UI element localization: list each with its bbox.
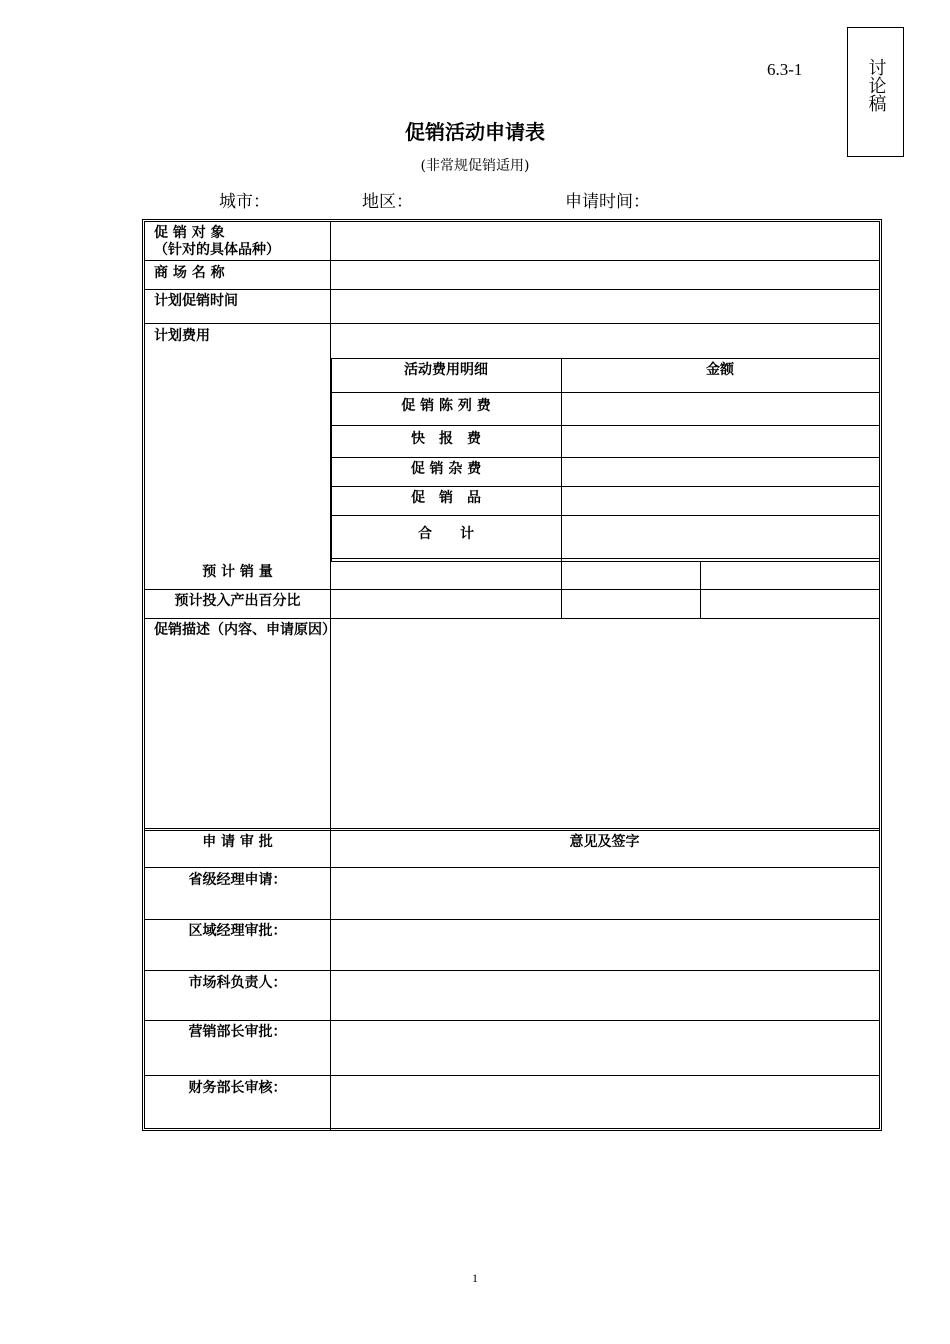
planned-time-label: 计划促销时间 <box>154 293 238 309</box>
cost-row-display-fee: 促 销 陈 列 费 <box>401 398 491 414</box>
cost-row-promo-items: 促 销 品 <box>411 490 481 506</box>
cost-row-misc-fee: 促 销 杂 费 <box>410 461 482 477</box>
page-title: 促销活动申请表 <box>405 120 545 144</box>
draft-label: 讨论稿 <box>865 58 887 112</box>
approval-label: 申 请 审 批 <box>202 834 273 850</box>
promo-target-note: （针对的具体品种） <box>154 242 280 258</box>
district-label: 地区： <box>362 192 413 212</box>
cost-row-total: 合 计 <box>418 526 474 542</box>
approver-finance-director: 财务部长审核： <box>188 1080 287 1096</box>
approver-regional-manager: 区域经理审批： <box>188 923 287 939</box>
expected-sales-label: 预 计 销 量 <box>202 564 273 580</box>
opinion-label: 意见及签字 <box>569 834 640 850</box>
promo-target-label: 促 销 对 象 <box>154 225 225 241</box>
approver-sales-director: 营销部长审批： <box>188 1024 287 1040</box>
description-label: 促销描述（内容、申请原因） <box>154 622 336 638</box>
mall-name-label: 商 场 名 称 <box>154 265 225 281</box>
page-subtitle: (非常规促销适用) <box>420 158 530 174</box>
promotion-application-form <box>142 219 882 1131</box>
apply-time-label: 申请时间： <box>565 192 650 212</box>
cost-amount-header: 金额 <box>706 362 734 378</box>
approver-marketing-section-head: 市场科负责人： <box>188 975 287 991</box>
document-number: 6.3-1 <box>767 60 803 79</box>
city-label: 城市： <box>219 192 270 212</box>
approver-provincial-manager: 省级经理申请： <box>188 872 287 888</box>
cost-row-flyer-fee: 快 报 费 <box>411 431 481 447</box>
planned-cost-label: 计划费用 <box>154 328 210 344</box>
cost-detail-header: 活动费用明细 <box>404 362 488 378</box>
roi-label: 预计投入产出百分比 <box>174 593 301 609</box>
page-number: 1 <box>472 1271 478 1285</box>
